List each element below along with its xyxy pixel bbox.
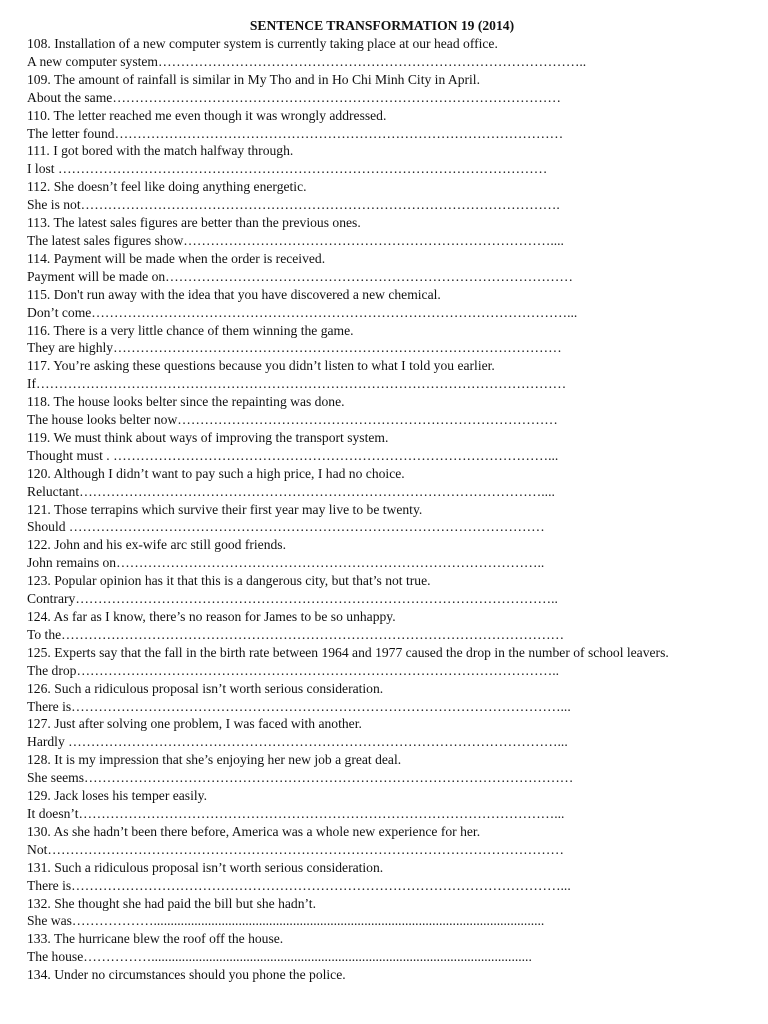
- worksheet-title: SENTENCE TRANSFORMATION 19 (2014): [249, 18, 515, 33]
- exercise-question-text: As she hadn’t been there before, America was a whole new experience for her.: [53, 823, 481, 839]
- exercise-item: [27, 250, 757, 286]
- exercise-question: [27, 71, 757, 89]
- exercise-item: [27, 644, 757, 680]
- exercise-question-text: Jack loses his temper easily.: [54, 788, 207, 804]
- exercise-answer-line[interactable]: There is………………………………………………………………………………………………...: [27, 877, 571, 893]
- exercise-answer-line[interactable]: Reluctant…………………………………………………………………………………………....: [27, 483, 555, 499]
- exercise-answer-line[interactable]: I lost ………………………………………………………………………………………………: [27, 161, 548, 177]
- exercise-question-text: There is a very little chance of them winning the game.: [53, 322, 354, 338]
- exercise-item: [27, 930, 757, 966]
- exercise-answer-line[interactable]: If………………………………………………………………………………………………………: [27, 376, 567, 392]
- exercise-answer-line[interactable]: The house……………................................................................................................................: [27, 949, 532, 965]
- exercise-question-text: As far as I know, there’s no reason for James to be so unhappy.: [53, 609, 396, 624]
- exercise-question: [27, 680, 757, 698]
- exercise-item: [27, 393, 757, 429]
- exercise-item: [27, 966, 757, 984]
- exercise-question-text: It is my impression that she’s enjoying her new job a great deal.: [54, 752, 402, 768]
- exercise-question: [27, 644, 757, 662]
- exercise-number: 134.: [27, 967, 51, 983]
- exercise-item: [27, 859, 757, 895]
- exercise-number: 111.: [27, 143, 50, 159]
- exercise-number: 117.: [27, 358, 51, 374]
- exercise-answer-line[interactable]: The latest sales figures show………………………………………………………………………....: [27, 232, 564, 248]
- exercise-number: 109.: [27, 71, 51, 87]
- exercise-number: 130.: [27, 823, 51, 839]
- exercise-item: [27, 680, 757, 716]
- exercise-number: 118.: [27, 394, 51, 410]
- exercise-question-text: Payment will be made when the order is received.: [53, 250, 326, 266]
- exercise-item: [27, 214, 757, 250]
- exercise-answer-line[interactable]: Hardly ………………………………………………………………………………………………...: [27, 734, 568, 750]
- exercise-question: [27, 250, 757, 268]
- exercise-question: [27, 107, 757, 125]
- exercise-item: [27, 357, 757, 393]
- exercise-item: [27, 142, 757, 178]
- exercise-number: 127.: [27, 716, 51, 732]
- exercise-answer-line[interactable]: The letter found………………………………………………………………………………………: [27, 125, 564, 141]
- exercise-question: [27, 501, 757, 519]
- exercise-question: [27, 286, 757, 304]
- exercise-item: [27, 608, 757, 644]
- exercise-question-text: Such a ridiculous proposal isn’t worth serious consideration.: [54, 859, 384, 875]
- exercise-question-text: The latest sales figures are better than the previous ones.: [53, 215, 361, 231]
- exercise-question-text: Under no circumstances should you phone the police.: [54, 967, 346, 983]
- exercise-question-text: The hurricane blew the roof off the house.: [53, 931, 284, 947]
- exercise-question: [27, 608, 757, 626]
- exercise-question-text: Experts say that the fall in the birth rate between 1964 and 1977 caused the drop in the number of school leavers.: [54, 644, 669, 660]
- exercise-question-text: Don't run away with the idea that you have discovered a new chemical.: [53, 286, 441, 302]
- exercise-number: 123.: [27, 573, 51, 589]
- exercise-question: [27, 536, 757, 554]
- exercise-number: 124.: [27, 609, 51, 624]
- exercise-question-text: Installation of a new computer system is currently taking place at our head office.: [54, 36, 498, 51]
- exercise-number: 133.: [27, 931, 51, 947]
- exercise-number: 108.: [27, 36, 51, 51]
- exercise-item: [27, 178, 757, 214]
- exercise-number: 125.: [27, 644, 51, 660]
- exercise-question-text: John and his ex-wife arc still good friends.: [54, 537, 287, 553]
- exercise-number: 119.: [27, 429, 51, 445]
- exercise-question: [27, 142, 757, 160]
- exercise-number: 115.: [27, 286, 51, 302]
- exercise-question: [27, 429, 757, 447]
- exercise-question-text: She doesn’t feel like doing anything energetic.: [53, 179, 307, 195]
- exercise-number: 129.: [27, 788, 51, 804]
- exercise-question-text: The letter reached me even though it was wrongly addressed.: [53, 107, 387, 123]
- exercise-question: [27, 787, 757, 805]
- exercise-question-text: Those terrapins which survive their first year may live to be twenty.: [53, 501, 423, 517]
- exercise-answer-line[interactable]: Not……………………………………………………………………………………………………: [27, 841, 564, 857]
- exercise-item: [27, 823, 757, 859]
- exercise-item: [27, 501, 757, 537]
- exercise-answer-line[interactable]: The drop……………………………………………………………………………………………..: [27, 662, 560, 678]
- exercise-question-text: I got bored with the match halfway through.: [53, 143, 294, 159]
- exercise-question: [27, 930, 757, 948]
- exercise-item: [27, 107, 757, 143]
- exercise-question: [27, 823, 757, 841]
- exercise-answer-line[interactable]: She is not…………………………………………………………………………………………….: [27, 197, 560, 213]
- worksheet-page: [27, 17, 757, 984]
- exercise-number: 122.: [27, 537, 51, 553]
- exercise-question-text: Popular opinion has it that this is a dangerous city, but that’s not true.: [54, 573, 431, 589]
- exercise-answer-line[interactable]: To the…………………………………………………………………………………………………: [27, 626, 565, 642]
- exercise-answer-line[interactable]: Payment will be made on………………………………………………………………………………: [27, 268, 573, 284]
- exercise-question: [27, 966, 757, 984]
- exercise-question: [27, 859, 757, 877]
- exercise-question-text: The amount of rainfall is similar in My Tho and in Ho Chi Minh City in April.: [53, 71, 480, 87]
- exercise-item: [27, 465, 757, 501]
- exercise-question: [27, 751, 757, 769]
- exercise-answer-line[interactable]: Don’t come……………………………………………………………………………………………...: [27, 304, 578, 320]
- exercise-question: [27, 35, 757, 53]
- exercise-number: 131.: [27, 859, 51, 875]
- exercise-item: [27, 286, 757, 322]
- exercise-question-text: You’re asking these questions because you didn’t listen to what I told you earlier.: [53, 358, 495, 374]
- exercise-question-text: Just after solving one problem, I was faced with another.: [54, 716, 362, 732]
- exercise-question-text: Although I didn’t want to pay such a high price, I had no choice.: [53, 465, 405, 481]
- exercise-number: 132.: [27, 895, 51, 911]
- exercise-answer-line[interactable]: The house looks belter now…………………………………………………………………………: [27, 412, 558, 428]
- exercise-item: [27, 751, 757, 787]
- exercise-item: [27, 536, 757, 572]
- exercise-number: 120.: [27, 465, 51, 481]
- exercise-answer-line[interactable]: Should ……………………………………………………………………………………………: [27, 519, 545, 535]
- exercise-question-text: The house looks belter since the repainting was done.: [53, 394, 345, 410]
- exercise-number: 113.: [27, 215, 51, 231]
- exercise-number: 116.: [27, 322, 51, 338]
- exercise-item: [27, 572, 757, 608]
- exercise-number: 128.: [27, 752, 51, 768]
- exercise-list: [27, 35, 757, 984]
- exercise-item: [27, 787, 757, 823]
- exercise-question-text: Such a ridiculous proposal isn’t worth serious consideration.: [54, 680, 384, 696]
- exercise-question-text: We must think about ways of improving the transport system.: [53, 429, 389, 445]
- exercise-answer-line[interactable]: About the same………………………………………………………………………………………: [27, 89, 561, 105]
- exercise-question: [27, 322, 757, 340]
- exercise-answer-line[interactable]: Contrary……………………………………………………………………………………………..: [27, 591, 558, 607]
- exercise-number: 110.: [27, 107, 51, 123]
- exercise-number: 112.: [27, 179, 51, 195]
- exercise-item: [27, 429, 757, 465]
- exercise-question: [27, 715, 757, 733]
- exercise-question: [27, 393, 757, 411]
- exercise-question: [27, 465, 757, 483]
- exercise-answer-line[interactable]: They are highly………………………………………………………………………………………: [27, 340, 562, 356]
- exercise-answer-line[interactable]: Thought must . ……………………………………………………………………………………...: [27, 447, 559, 463]
- exercise-answer-line[interactable]: It doesn’t……………………………………………………………………………………………...: [27, 805, 565, 821]
- exercise-item: [27, 715, 757, 751]
- exercise-number: 114.: [27, 250, 51, 266]
- exercise-answer-line[interactable]: There is………………………………………………………………………………………………...: [27, 698, 571, 714]
- exercise-answer-line[interactable]: John remains on…………………………………………………………………………………..: [27, 555, 545, 571]
- exercise-question: [27, 895, 757, 913]
- exercise-number: 121.: [27, 501, 51, 517]
- exercise-item: [27, 322, 757, 358]
- exercise-answer-line[interactable]: A new computer system…………………………………………………………………………………..: [27, 53, 587, 69]
- exercise-number: 126.: [27, 680, 51, 696]
- exercise-answer-line[interactable]: She seems………………………………………………………………………………………………: [27, 770, 574, 786]
- exercise-question-text: She thought she had paid the bill but she hadn’t.: [54, 895, 316, 911]
- exercise-answer-line[interactable]: She was………………...................................................................................................................: [27, 913, 545, 929]
- exercise-item: [27, 35, 757, 71]
- exercise-item: [27, 71, 757, 107]
- exercise-question: [27, 178, 757, 196]
- exercise-question: [27, 214, 757, 232]
- exercise-question: [27, 357, 757, 375]
- exercise-question: [27, 572, 757, 590]
- exercise-item: [27, 895, 757, 931]
